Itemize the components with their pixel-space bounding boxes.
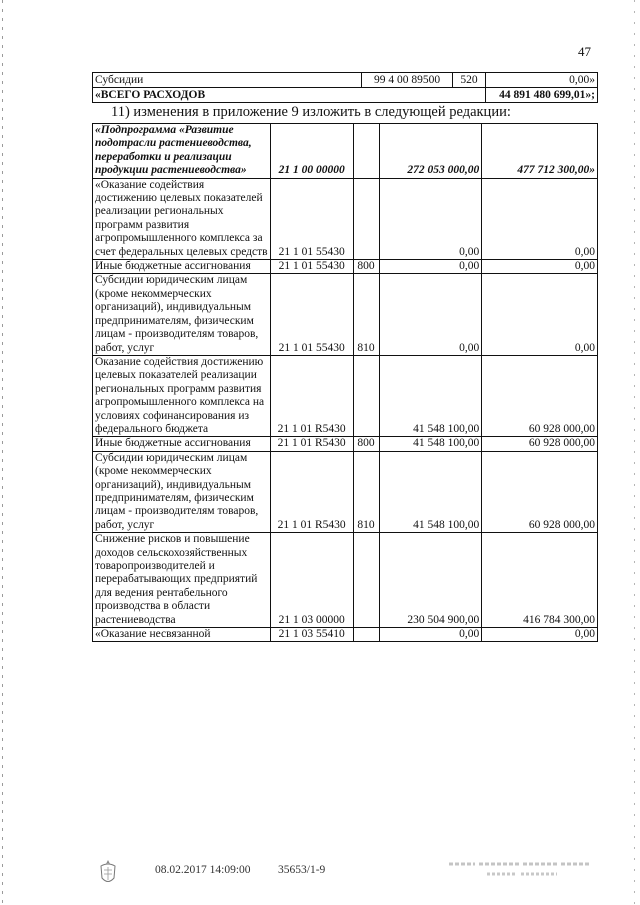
row-sum-2018: 416 784 300,00 xyxy=(482,533,598,628)
row-sum-2018: 60 928 000,00 xyxy=(482,355,598,436)
row-name: «Оказание несвязанной xyxy=(93,628,271,642)
row-sum-2017: 0,00 xyxy=(379,178,482,259)
row-vr xyxy=(353,355,379,436)
row-sum-2017: 41 548 100,00 xyxy=(379,355,482,436)
row-name: Субсидии юридическим лицам (кроме некоммерческих организаций), индивидуальным предпринимателям, физическим лицам - производителям товаров, работ, услуг xyxy=(93,451,271,532)
row-sum-2018: 0,00 xyxy=(482,628,598,642)
row-code: 21 1 01 55430 xyxy=(270,260,353,274)
stamp-mark xyxy=(447,858,597,880)
row-sum-2017: 272 053 000,00 xyxy=(379,124,482,179)
row-code: 21 1 03 00000 xyxy=(270,533,353,628)
budget-table xyxy=(92,123,598,642)
row-code: 21 1 01 R5430 xyxy=(270,355,353,436)
row-vr: 810 xyxy=(353,451,379,532)
table-row xyxy=(93,437,598,451)
row-vr: 800 xyxy=(353,437,379,451)
amendment-heading: 11) изменения в приложение 9 изложить в следующей редакции: xyxy=(111,104,511,120)
total-label: «ВСЕГО РАСХОДОВ xyxy=(93,88,486,103)
footer-doc-number: 35653/1-9 xyxy=(278,864,326,876)
row-name: «Подпрограмма «Развитие подотрасли растениеводства, переработки и реализации продукции растениеводства» xyxy=(93,124,271,179)
row-vr: 520 xyxy=(453,73,486,88)
table-row-total xyxy=(93,88,598,103)
row-name: Снижение рисков и повышение доходов сельскохозяйственных товаропроизводителей и перерабатывающих предприятий для ведения рентабельного производства в области растениеводства xyxy=(93,533,271,628)
row-sum-2018: 477 712 300,00» xyxy=(482,124,598,179)
table-row xyxy=(93,628,598,642)
emblem-logo xyxy=(96,858,120,888)
table-row xyxy=(93,355,598,436)
row-name: Иные бюджетные ассигнования xyxy=(93,437,271,451)
row-code: 21 1 01 R5430 xyxy=(270,451,353,532)
row-name: Оказание содействия достижению целевых показателей реализации региональных программ развития агропромышленного комплекса на условиях софинансирования из федерального бюджета xyxy=(93,355,271,436)
row-name: Субсидии юридическим лицам (кроме некоммерческих организаций), индивидуальным предпринимателям, физическим лицам - производителям товаров, работ, услуг xyxy=(93,274,271,355)
footer-datetime: 08.02.2017 14:09:00 xyxy=(155,864,251,876)
row-sum-2017: 0,00 xyxy=(379,628,482,642)
budget-table-body xyxy=(93,124,598,642)
table-row xyxy=(93,260,598,274)
row-sum-2017: 0,00 xyxy=(379,274,482,355)
row-code: 21 1 01 55430 xyxy=(270,274,353,355)
row-sum-2018: 60 928 000,00 xyxy=(482,437,598,451)
row-vr: 800 xyxy=(353,260,379,274)
row-vr xyxy=(353,124,379,179)
scan-edge-left xyxy=(2,0,3,905)
table-row xyxy=(93,124,598,179)
row-code: 99 4 00 89500 xyxy=(362,73,453,88)
row-sum-2017: 41 548 100,00 xyxy=(379,437,482,451)
row-vr xyxy=(353,178,379,259)
row-sum: 0,00» xyxy=(486,73,598,88)
row-code: 21 1 03 55410 xyxy=(270,628,353,642)
row-name: Иные бюджетные ассигнования xyxy=(93,260,271,274)
scan-edge-right xyxy=(634,0,635,905)
row-name: Субсидии xyxy=(93,73,362,88)
row-code: 21 1 01 55430 xyxy=(270,178,353,259)
table-row xyxy=(93,533,598,628)
row-sum-2018: 0,00 xyxy=(482,274,598,355)
table-row xyxy=(93,73,598,88)
table-row xyxy=(93,451,598,532)
row-sum-2018: 0,00 xyxy=(482,178,598,259)
row-sum-2017: 230 504 900,00 xyxy=(379,533,482,628)
page-number: 47 xyxy=(578,44,591,59)
row-code: 21 1 01 R5430 xyxy=(270,437,353,451)
table-row xyxy=(93,178,598,259)
row-code: 21 1 00 00000 xyxy=(270,124,353,179)
row-name: «Оказание содействия достижению целевых показателей реализации региональных программ развития агропромышленного комплекса за счет федеральных целевых средств xyxy=(93,178,271,259)
top-table xyxy=(92,72,598,103)
total-sum: 44 891 480 699,01»; xyxy=(486,88,598,103)
row-sum-2018: 0,00 xyxy=(482,260,598,274)
row-vr xyxy=(353,628,379,642)
row-vr xyxy=(353,533,379,628)
row-vr: 810 xyxy=(353,274,379,355)
row-sum-2017: 41 548 100,00 xyxy=(379,451,482,532)
row-sum-2017: 0,00 xyxy=(379,260,482,274)
table-row xyxy=(93,274,598,355)
row-sum-2018: 60 928 000,00 xyxy=(482,451,598,532)
